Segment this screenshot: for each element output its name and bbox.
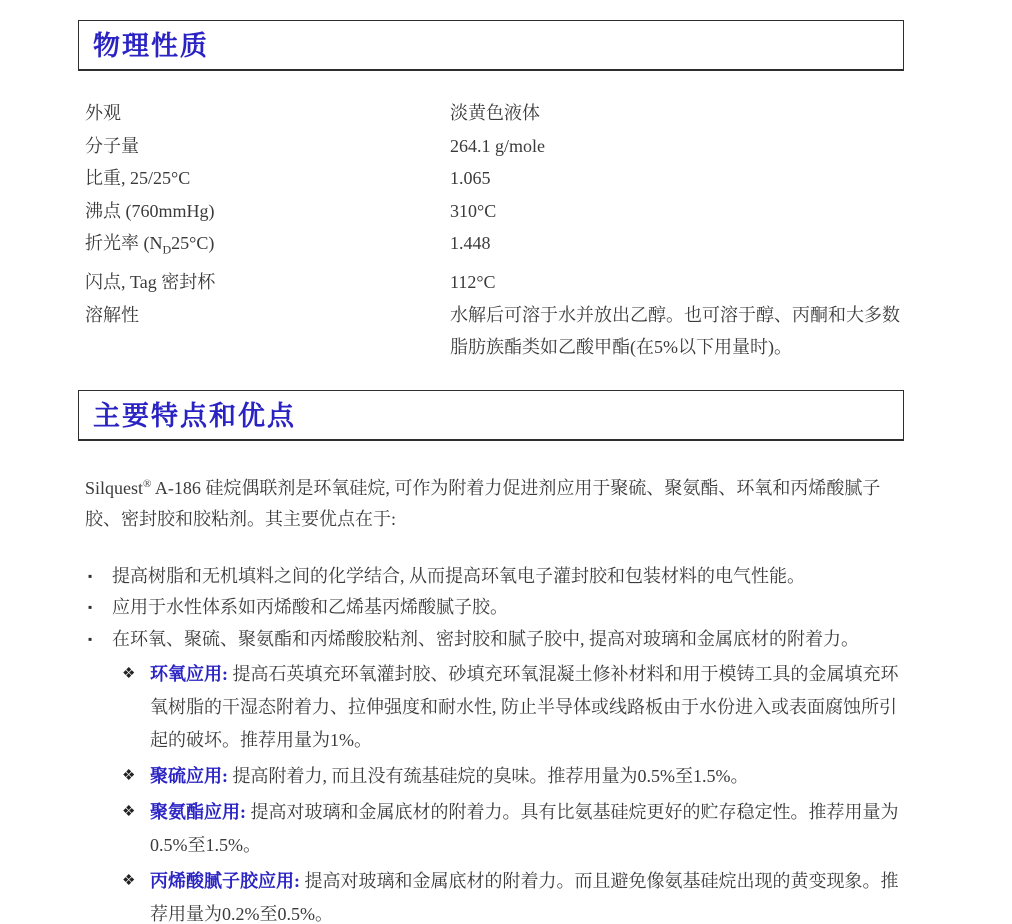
property-value: 淡黄色液体 xyxy=(450,103,540,123)
page xyxy=(78,0,904,924)
refractive-index-label: 折光率 (N xyxy=(85,233,163,253)
application-body: 提高对玻璃和金属底材的附着力。具有比氨基硅烷更好的贮存稳定性。推荐用量为0.5%至1.5%。 xyxy=(150,802,899,856)
application-lead-polyurethane: 聚氨酯应用: xyxy=(150,802,251,823)
property-value: 264.1 g/mole xyxy=(450,135,545,156)
brand-name: Silquest xyxy=(85,477,144,498)
square-bullet-icon: ▪ xyxy=(88,568,93,583)
application-body: 提高对玻璃和金属底材的附着力。而且避免像氨基硅烷出现的黄变现象。推荐用量为0.2%至0.5%。 xyxy=(150,871,899,924)
property-label: 外观 xyxy=(85,103,121,123)
sub-list-item xyxy=(122,796,904,862)
sub-item-text xyxy=(150,796,904,862)
diamond-bullet-icon: ❖ xyxy=(122,804,136,821)
application-lead-acrylic: 丙烯酸腻子胶应用: xyxy=(150,871,305,892)
sub-item-text xyxy=(150,865,904,924)
physical-properties-table xyxy=(78,97,904,364)
application-lead-polysulfide: 聚硫应用: xyxy=(150,766,233,787)
list-item xyxy=(78,624,904,656)
table-row xyxy=(78,299,904,364)
list-item xyxy=(78,592,904,624)
section-header-features xyxy=(78,390,904,441)
sub-list-item xyxy=(122,658,904,757)
diamond-bullet-icon: ❖ xyxy=(122,768,136,785)
table-row xyxy=(78,97,904,130)
sub-item-text xyxy=(150,658,904,757)
intro-paragraph xyxy=(78,469,904,535)
property-label: 比重, 25/25°C xyxy=(85,168,191,188)
property-label: 沸点 (760mmHg) xyxy=(85,200,215,221)
property-value: 112°C xyxy=(450,272,496,293)
table-row xyxy=(78,227,904,266)
application-body: 提高石英填充环氧灌封胶、砂填充环氧混凝土修补材料和用于模铸工具的金属填充环氧树脂的干湿态附着力、拉伸强度和耐水性, 防止半导体或线路板由于水份进入或表面腐蚀所引起的破坏。推荐用量为1%。 xyxy=(150,664,899,751)
square-bullet-icon: ▪ xyxy=(88,631,93,646)
registered-mark-icon: ® xyxy=(143,477,152,490)
list-item-text: 应用于水性体系如丙烯酸和乙烯基丙烯酸腻子胶。 xyxy=(112,597,508,618)
section-title-features: 主要特点和优点 xyxy=(93,400,296,431)
application-lead-epoxy: 环氧应用: xyxy=(150,664,233,685)
table-row xyxy=(78,195,904,228)
list-item-text: 在环氧、聚硫、聚氨酯和丙烯酸胶粘剂、密封胶和腻子胶中, 提高对玻璃和金属底材的附着力。 xyxy=(112,628,859,649)
property-label xyxy=(78,227,450,266)
diamond-bullet-icon: ❖ xyxy=(122,873,136,890)
application-body: 提高附着力, 而且没有巯基硅烷的臭味。推荐用量为0.5%至1.5%。 xyxy=(232,766,749,787)
table-row xyxy=(78,266,904,299)
applications-sub-list xyxy=(122,658,904,924)
intro-text: A-186 硅烷偶联剂是环氧硅烷, 可作为附着力促进剂应用于聚硫、聚氨酯、环氧和丙烯酸腻子胶、密封胶和胶粘剂。其主要优点在于: xyxy=(85,477,881,529)
sub-item-text xyxy=(150,760,904,793)
section-title-physical: 物理性质 xyxy=(93,31,209,61)
property-value: 310°C xyxy=(450,200,497,221)
diamond-bullet-icon: ❖ xyxy=(122,666,136,683)
property-label: 溶解性 xyxy=(85,304,139,325)
table-row xyxy=(78,130,904,163)
list-item xyxy=(78,561,904,593)
property-label: 分子量 xyxy=(85,135,139,156)
refractive-index-label-rest: 25°C) xyxy=(171,233,215,253)
subscript-d: D xyxy=(162,242,172,257)
square-bullet-icon: ▪ xyxy=(88,600,93,615)
sub-list-item xyxy=(122,865,904,924)
property-label: 闪点, Tag 密封杯 xyxy=(85,272,216,293)
features-list xyxy=(78,561,904,924)
property-value: 1.448 xyxy=(450,233,491,253)
list-item-text: 提高树脂和无机填料之间的化学结合, 从而提高环氧电子灌封胶和包装材料的电气性能。 xyxy=(112,565,805,586)
property-value: 水解后可溶于水并放出乙醇。也可溶于醇、丙酮和大多数脂肪族酯类如乙酸甲酯(在5%以下用量时)。 xyxy=(450,304,900,358)
section-header-physical xyxy=(78,20,904,71)
property-value: 1.065 xyxy=(450,168,491,188)
table-row xyxy=(78,162,904,195)
sub-list-item xyxy=(122,760,904,793)
